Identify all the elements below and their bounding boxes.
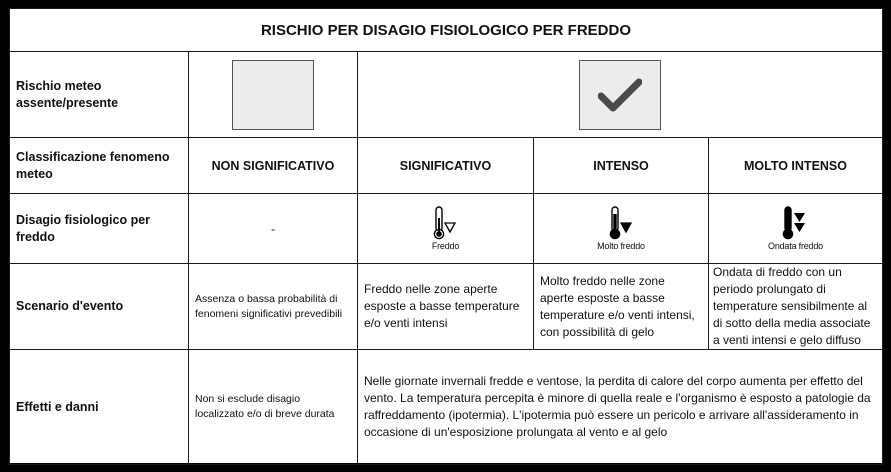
level-significativo: SIGNIFICATIVO [358,138,534,194]
effetti-merged: Nelle giornate invernali fredde e ventose, la perdita di calore del corpo aumenta per effetto del vento. La temperatura percepita è minore di quella reale e l'organismo è esposto a patologie da raffreddamento (ipotermia). L'ipotermia può essere un pericolo e arrivare all'assideramento in occasione di un'esposizione prolungata al vento e al gelo [358,350,883,465]
scenario-non-significativo: Assenza o bassa probabilità di fenomeni significativi prevedibili [189,264,358,350]
level-molto-intenso: MOLTO INTENSO [709,138,883,194]
row-label-meteo: Rischio meteo assente/presente [10,52,189,138]
disagio-significativo [358,194,534,264]
icon-label-molto-freddo: Molto freddo [597,241,645,251]
scenario-molto-intenso: Ondata di freddo con un periodo prolungato di temperature sensibilmente al di sotto della media associate a venti intensi e gelo diffuso [709,264,883,350]
level-non-significativo: NON SIGNIFICATIVO [189,138,358,194]
icon-label-ondata-freddo: Ondata freddo [768,241,823,251]
row-label-effetti: Effetti e danni [10,350,189,465]
cell-meteo-present [358,52,883,138]
checkbox-present[interactable] [579,60,661,130]
scenario-intenso: Molto freddo nelle zone aperte esposte a basse temperature e/o venti intensi, con possibilità di gelo [534,264,709,350]
disagio-intenso [534,194,709,264]
risk-table-frame [9,8,882,463]
table-title: RISCHIO PER DISAGIO FISIOLOGICO PER FREDDO [10,9,883,52]
checkbox-absent[interactable] [232,60,314,130]
thermometer-molto-freddo-icon [608,206,634,240]
disagio-molto-intenso [709,194,883,264]
checkmark-icon [598,78,642,112]
level-intenso: INTENSO [534,138,709,194]
disagio-none: - [189,194,358,264]
scenario-significativo: Freddo nelle zone aperte esposte a basse temperature e/o venti intensi [358,264,534,350]
thermometer-freddo-icon [432,206,458,240]
effetti-non-significativo: Non si esclude disagio localizzato e/o di breve durata [189,350,358,465]
icon-label-freddo: Freddo [431,241,460,251]
row-label-classification: Classificazione fenomeno meteo [10,138,189,194]
row-label-disagio: Disagio fisiologico per freddo [10,194,189,264]
thermometer-ondata-freddo-icon [781,206,809,240]
row-label-scenario: Scenario d'evento [10,264,189,350]
cell-meteo-absent [189,52,358,138]
risk-table [9,8,883,465]
